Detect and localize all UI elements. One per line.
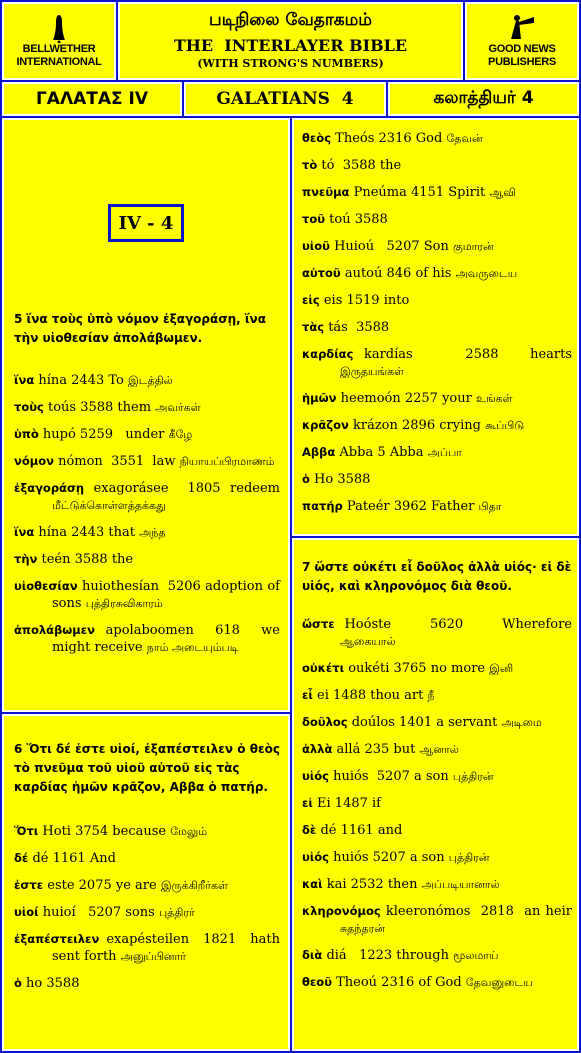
greek-word: τὰς (302, 320, 325, 334)
tamil-gloss: அடிமை (501, 716, 542, 729)
transliteration-gloss: toús 3588 them (47, 400, 152, 415)
tamil-gloss: இனி (489, 662, 514, 675)
transliteration-gloss: hína 2443 To (38, 373, 124, 388)
good-news-logo (467, 4, 577, 78)
tamil-gloss: நீ (427, 689, 435, 702)
transliteration-gloss: Hoti 3754 because (42, 824, 167, 839)
greek-word: ἀλλὰ (302, 742, 333, 756)
transliteration-gloss: dé 1161 And (32, 851, 116, 866)
transliteration-gloss: allá 235 but (336, 742, 416, 757)
greek-word: ὁ (302, 472, 310, 486)
transliteration-gloss: autoú 846 of his (344, 266, 452, 281)
greek-word: ἵνα (14, 373, 35, 387)
word-entry-line (302, 471, 572, 488)
transliteration-gloss: dé 1161 and (320, 823, 403, 838)
verse7-text: 7 ὥστε οὐκέτι εἶ δοῦλος ἀλλὰ υἱός· εἰ δὲ υἱός, καὶ κληρονόμος διὰ θεοῦ. (302, 560, 572, 593)
logo-line1: BELLWETHER (22, 43, 96, 55)
tamil-gloss: இருக்கிறீர்கள் (160, 879, 228, 892)
word-entry-line (302, 498, 572, 515)
greek-word: ἐξαπέστειλεν (14, 932, 100, 946)
greek-word: πνεῦμα (302, 185, 350, 199)
tamil-gloss: ஆவி (489, 186, 516, 199)
logo-line1: GOOD NEWS (488, 43, 556, 55)
greek-word: εἰ (302, 796, 313, 810)
greek-word: ὥστε (302, 617, 335, 631)
word-entry-line (302, 849, 572, 866)
greek-word: κληρονόμος (302, 904, 381, 918)
word-entry (302, 741, 572, 758)
greek-word: τοῦ (302, 212, 326, 226)
greek-word: νόμον (14, 454, 54, 468)
greek-word: ὑπὸ (14, 427, 39, 441)
word-entry (302, 184, 572, 201)
transliteration-gloss: heemoón 2257 your (340, 391, 472, 406)
word-entry-line (302, 417, 572, 434)
greek-word: διὰ (302, 948, 323, 962)
word-entry-line (14, 850, 280, 867)
transliteration-gloss: eis 1519 into (323, 293, 410, 308)
transliteration-gloss: exapésteilen 1821 hath sent forth (52, 932, 285, 964)
transliteration-gloss: Ei 1487 if (317, 796, 381, 811)
logo-line2: PUBLISHERS (488, 56, 556, 68)
transliteration-gloss: kleeronómos 2818 an heir (385, 904, 572, 919)
tamil-gloss: புத்திரர் (158, 906, 195, 919)
word-entry (302, 768, 572, 785)
greek-word: θεὸς (302, 131, 332, 145)
greek-word: τὸ (302, 158, 318, 172)
transliteration-gloss: Pateér 3962 Father (346, 499, 475, 514)
tamil-gloss: நாம் அடையும்படி (146, 641, 239, 654)
greek-word: τὴν (14, 552, 38, 566)
transliteration-gloss: Ho 3588 (314, 472, 371, 487)
word-entry-line (302, 211, 572, 228)
tamil-gloss: கீழே (168, 428, 193, 441)
verse5-text: 5 ἵνα τοὺς ὑπὸ νόμον ἐξαγοράσῃ, ἵνα τὴν υἱοθεσίαν ἀπολάβωμεν. (14, 312, 266, 345)
word-entry (302, 714, 572, 731)
tamil-gloss: இடத்தில் (128, 374, 173, 387)
word-entry (302, 498, 572, 515)
tamil-gloss: மூலமாய் (453, 949, 499, 962)
transliteration-gloss: huiós 5207 a son (333, 769, 449, 784)
transliteration-gloss: nómon 3551 law (58, 454, 176, 469)
word-entry-line (302, 947, 572, 964)
word-entry-line (14, 399, 280, 416)
word-entry (302, 849, 572, 866)
bell-icon (52, 13, 66, 43)
transliteration-gloss: Hoóste 5620 Wherefore (344, 617, 572, 632)
word-entry (302, 795, 572, 812)
word-entry-line (14, 578, 285, 612)
word-entry-line (14, 453, 280, 470)
transliteration-gloss: toú 3588 (329, 212, 388, 227)
greek-word: κρᾶζον (302, 418, 349, 432)
tamil-gloss: மீட்டுக்கொள்ளத்தக்கது (52, 499, 166, 512)
word-entry-line (302, 687, 572, 704)
greek-word: ἀπολάβωμεν (14, 623, 95, 637)
tamil-gloss: புத்திரன் (452, 770, 494, 783)
tamil-gloss: பிதா (478, 500, 502, 513)
verse6-content (14, 740, 285, 1002)
word-entry (14, 453, 280, 470)
word-entry (302, 265, 572, 282)
tamil-gloss: அனுப்பினார் (120, 950, 187, 963)
greek-word: αὐτοῦ (302, 266, 341, 280)
greek-word: δὲ (302, 823, 317, 837)
verse5-content (14, 310, 285, 666)
word-entry-line (302, 184, 572, 201)
word-entry-line (302, 346, 572, 380)
transliteration-gloss: krázon 2896 crying (352, 418, 481, 433)
greek-word: τοὺς (14, 400, 44, 414)
panel-verse6 (2, 714, 290, 1051)
word-entry-line (302, 714, 572, 731)
greek-word: Αββα (302, 445, 336, 459)
title-tamil: படிநிலை வேதாகமம் (209, 10, 372, 30)
tamil-gloss: அப்படியானால் (421, 878, 500, 891)
word-entry (302, 292, 572, 309)
transliteration-gloss: huioí 5207 sons (42, 905, 155, 920)
logo-line2: INTERNATIONAL (16, 56, 102, 68)
panel-verse6-cont (292, 118, 579, 536)
title-english: THE INTERLAYER BIBLE (173, 36, 408, 55)
transliteration-gloss: kai 2532 then (326, 877, 418, 892)
tamil-gloss: அவருடைய (455, 267, 518, 280)
panel-verse7 (292, 538, 579, 1051)
word-entry-line (302, 390, 572, 407)
verse6-text: 6 Ὅτι δέ ἐστε υἱοί, ἐξαπέστειλεν ὁ θεὸς τὸ πνεῦμα τοῦ υἱοῦ αὐτοῦ εἰς τὰς καρδίας ἡμῶν κρᾶζον, Αββα ὁ πατήρ. (14, 742, 280, 794)
greek-word: θεοῦ (302, 975, 332, 989)
tamil-gloss: ஆகையால் (340, 635, 396, 648)
word-entry-line (14, 823, 280, 840)
transliteration-gloss: Abba 5 Abba (339, 445, 424, 460)
transliteration-gloss: oukéti 3765 no more (348, 661, 486, 676)
word-entry-line (14, 975, 280, 992)
tamil-gloss: புத்திரசுவிகாரம் (85, 597, 163, 610)
right-logo-box (465, 2, 579, 80)
word-entry (14, 372, 280, 389)
greek-word: δοῦλος (302, 715, 348, 729)
word-entry (14, 399, 280, 416)
transliteration-gloss: exagorásee 1805 redeem (93, 481, 280, 496)
transliteration-gloss: teén 3588 the (41, 552, 134, 567)
word-entry-line (302, 157, 572, 174)
transliteration-gloss: huiós 5207 a son (333, 850, 445, 865)
word-entry (302, 319, 572, 336)
tamil-gloss: அப்பா (427, 446, 462, 459)
verse6-cont-content (302, 130, 572, 525)
transliteration-gloss: hína 2443 that (38, 525, 135, 540)
word-entry (302, 876, 572, 893)
word-entry (14, 877, 280, 894)
word-entry (302, 130, 572, 147)
tamil-gloss: குமாரன் (453, 240, 494, 253)
word-entry-line (302, 319, 572, 336)
transliteration-gloss: ho 3588 (26, 976, 80, 991)
word-entry (302, 947, 572, 964)
word-entry (14, 931, 285, 965)
transliteration-gloss: huiothesían 5206 adoption of sons (52, 579, 285, 611)
tamil-gloss: அந்த (139, 526, 166, 539)
verse6-entries (14, 823, 285, 992)
chapter-tamil: கலாத்தியர் 4 (388, 82, 579, 116)
word-entry-line (302, 616, 572, 650)
verse6-cont-entries (302, 130, 572, 515)
title-subtitle: (WITH STRONG'S NUMBERS) (197, 57, 384, 70)
greek-word: υἱοῦ (302, 239, 330, 253)
word-entry-line (14, 904, 280, 921)
greek-word: καὶ (302, 877, 323, 891)
greek-word: ὁ (14, 976, 22, 990)
word-entry-line (302, 768, 572, 785)
word-entry (14, 622, 285, 656)
left-logo-box (2, 2, 116, 80)
word-entry-line (14, 551, 280, 568)
word-entry (14, 578, 285, 612)
word-entry (302, 346, 572, 380)
word-entry (14, 480, 280, 514)
greek-word: ἵνα (14, 525, 35, 539)
word-entry (14, 975, 280, 992)
word-entry (302, 444, 572, 461)
greek-word: υἱός (302, 769, 329, 783)
word-entry (302, 417, 572, 434)
word-entry-line (302, 130, 572, 147)
word-entry-line (302, 903, 572, 937)
word-entry (14, 904, 280, 921)
tamil-gloss: உங்கள் (475, 392, 513, 405)
verse7-entries (302, 616, 572, 991)
greek-word: εἰς (302, 293, 320, 307)
word-entry-line (14, 622, 285, 656)
word-entry (302, 974, 572, 991)
word-entry (302, 238, 572, 255)
transliteration-gloss: Huioú 5207 Son (334, 239, 449, 254)
word-entry-line (14, 372, 280, 389)
greek-word: Ὅτι (14, 824, 39, 838)
word-entry (302, 157, 572, 174)
tamil-gloss: மேலும் (170, 825, 208, 838)
panel-verse5 (2, 118, 290, 712)
greek-word: εἶ (302, 688, 313, 702)
word-entry-line (14, 931, 285, 965)
word-entry (14, 524, 280, 541)
greek-word: ἐστε (14, 878, 44, 892)
word-entry-line (14, 426, 280, 443)
herald-icon (507, 13, 537, 43)
transliteration-gloss: kardías 2588 hearts (363, 347, 573, 362)
word-entry-line (14, 877, 280, 894)
word-entry-line (302, 822, 572, 839)
word-entry (302, 211, 572, 228)
title-box (118, 2, 463, 80)
greek-word: ἐξαγοράσῃ (14, 481, 85, 495)
word-entry-line (302, 238, 572, 255)
greek-word: οὐκέτι (302, 661, 345, 675)
transliteration-gloss: tás 3588 (328, 320, 390, 335)
transliteration-gloss: Theós 2316 God (335, 131, 443, 146)
transliteration-gloss: Pneúma 4151 Spirit (353, 185, 486, 200)
tamil-gloss: கூப்பிடு (485, 419, 525, 432)
word-entry-line (14, 524, 280, 541)
greek-word: ἡμῶν (302, 391, 337, 405)
transliteration-gloss: tó 3588 the (321, 158, 402, 173)
reference-box: IV - 4 (108, 204, 184, 242)
greek-word: υἱοί (14, 905, 39, 919)
transliteration-gloss: este 2075 ye are (47, 878, 157, 893)
word-entry (302, 903, 572, 937)
word-entry (14, 850, 280, 867)
tamil-gloss: தேவன் (446, 132, 483, 145)
chapter-english: GALATIANS 4 (184, 82, 386, 116)
bellwether-logo (4, 4, 114, 78)
transliteration-gloss: Theoú 2316 of God (336, 975, 462, 990)
greek-word: υἱός (302, 850, 329, 864)
word-entry-line (302, 292, 572, 309)
word-entry-line (14, 480, 280, 514)
word-entry (302, 822, 572, 839)
word-entry-line (302, 444, 572, 461)
word-entry (302, 616, 572, 650)
tamil-gloss: அவர்கள் (155, 401, 201, 414)
greek-word: δέ (14, 851, 29, 865)
word-entry (302, 390, 572, 407)
word-entry-line (302, 876, 572, 893)
transliteration-gloss: apolaboomen 618 we might receive (52, 623, 285, 655)
word-entry-line (302, 795, 572, 812)
transliteration-gloss: doúlos 1401 a servant (351, 715, 498, 730)
word-entry (14, 551, 280, 568)
verse5-entries (14, 372, 285, 656)
word-entry (14, 823, 280, 840)
tamil-gloss: இருதயங்கள் (340, 365, 405, 378)
word-entry-line (302, 974, 572, 991)
tamil-gloss: நியாயப்பிரமாணம் (179, 455, 275, 468)
tamil-gloss: புத்திரன் (448, 851, 490, 864)
chapter-greek: ΓΑΛΑΤΑΣ IV (2, 82, 182, 116)
word-entry-line (302, 660, 572, 677)
verse7-content (302, 558, 572, 1001)
word-entry (302, 471, 572, 488)
tamil-gloss: சுதந்தரன் (340, 922, 385, 935)
transliteration-gloss: hupó 5259 under (42, 427, 165, 442)
word-entry (302, 687, 572, 704)
tamil-gloss: ஆனால் (419, 743, 459, 756)
transliteration-gloss: ei 1488 thou art (317, 688, 424, 703)
word-entry (14, 426, 280, 443)
word-entry-line (302, 265, 572, 282)
greek-word: υἱοθεσίαν (14, 579, 78, 593)
greek-word: καρδίας (302, 347, 354, 361)
tamil-gloss: தேவனுடைய (465, 976, 533, 989)
transliteration-gloss: diá 1223 through (326, 948, 449, 963)
greek-word: πατήρ (302, 499, 343, 513)
word-entry-line (302, 741, 572, 758)
word-entry (302, 660, 572, 677)
